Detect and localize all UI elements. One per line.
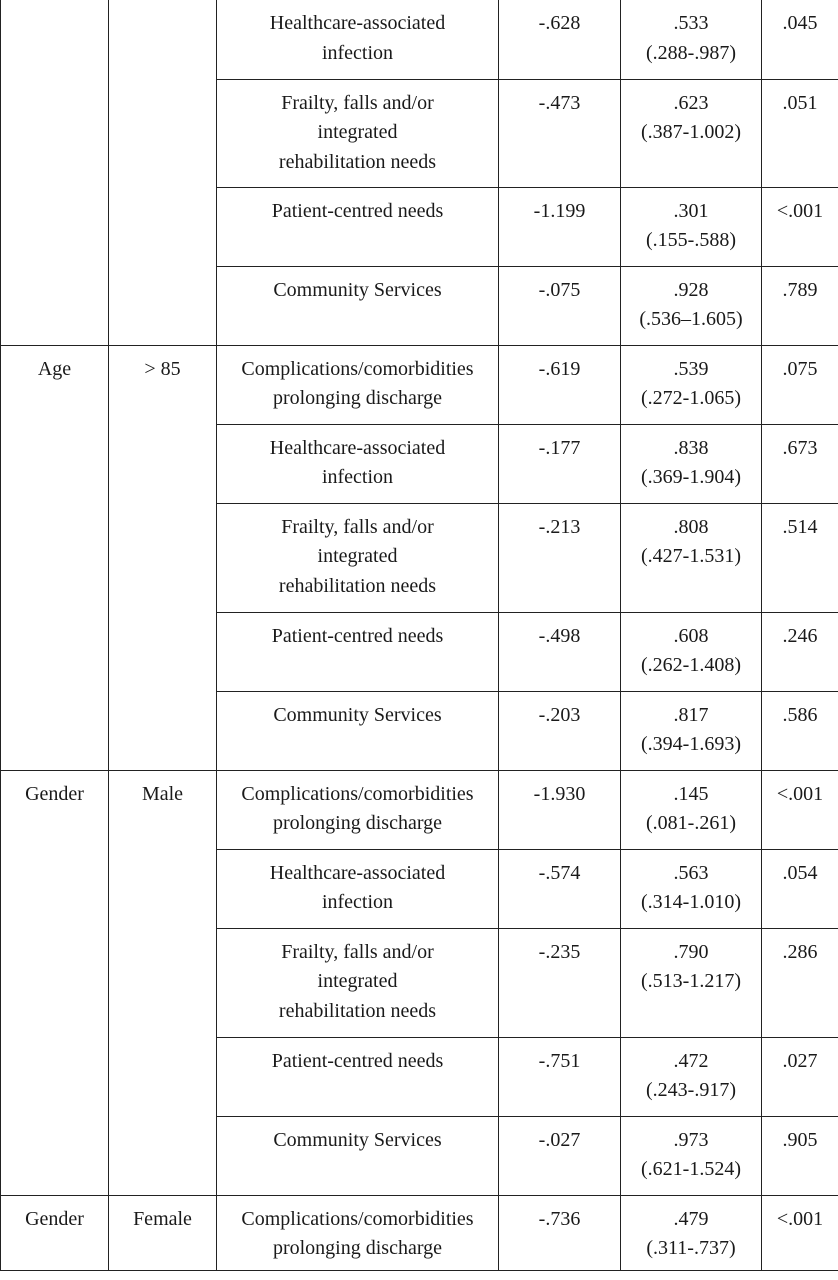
- b-cell: -.203: [499, 691, 621, 770]
- p-cell: .054: [762, 849, 838, 928]
- needs-cell: Frailty, falls and/or integrated rehabilitation needs: [217, 79, 499, 187]
- needs-cell: Patient-centred needs: [217, 1037, 499, 1116]
- or-ci-cell: .817 (.394-1.693): [621, 691, 762, 770]
- b-cell: -.177: [499, 424, 621, 503]
- or-ci-cell: .608 (.262-1.408): [621, 612, 762, 691]
- or-ci-cell: .539 (.272-1.065): [621, 345, 762, 424]
- b-cell: -1.199: [499, 187, 621, 266]
- needs-cell: Complications/comorbidities prolonging discharge: [217, 345, 499, 424]
- table-row: [1, 1195, 838, 1270]
- b-cell: -.075: [499, 266, 621, 345]
- p-cell: .514: [762, 503, 838, 612]
- needs-cell: Frailty, falls and/or integrated rehabilitation needs: [217, 503, 499, 612]
- or-ci-cell: .563 (.314-1.010): [621, 849, 762, 928]
- or-ci-cell: .301 (.155-.588): [621, 187, 762, 266]
- p-cell: .045: [762, 0, 838, 79]
- p-cell: .075: [762, 345, 838, 424]
- b-cell: -.027: [499, 1116, 621, 1195]
- variable-cell: Gender: [1, 1195, 109, 1270]
- p-cell: <.001: [762, 1195, 838, 1270]
- needs-cell: Patient-centred needs: [217, 187, 499, 266]
- or-ci-cell: .973 (.621-1.524): [621, 1116, 762, 1195]
- p-cell: .586: [762, 691, 838, 770]
- b-cell: -.736: [499, 1195, 621, 1270]
- b-cell: -.473: [499, 79, 621, 187]
- b-cell: -.235: [499, 928, 621, 1037]
- or-ci-cell: .928 (.536–1.605): [621, 266, 762, 345]
- b-cell: -.574: [499, 849, 621, 928]
- b-cell: -.751: [499, 1037, 621, 1116]
- p-cell: .905: [762, 1116, 838, 1195]
- category-cell: Female: [109, 1195, 217, 1270]
- or-ci-cell: .808 (.427-1.531): [621, 503, 762, 612]
- or-ci-cell: .479 (.311-.737): [621, 1195, 762, 1270]
- needs-cell: Community Services: [217, 266, 499, 345]
- or-ci-cell: .790 (.513-1.217): [621, 928, 762, 1037]
- b-cell: -.619: [499, 345, 621, 424]
- variable-cell: Age: [1, 345, 109, 770]
- needs-cell: Complications/comorbidities prolonging discharge: [217, 770, 499, 849]
- b-cell: -.628: [499, 0, 621, 79]
- p-cell: .051: [762, 79, 838, 187]
- needs-cell: Complications/comorbidities prolonging discharge: [217, 1195, 499, 1270]
- p-cell: .286: [762, 928, 838, 1037]
- variable-cell: Gender: [1, 770, 109, 1195]
- p-cell: .789: [762, 266, 838, 345]
- needs-cell: Healthcare-associated infection: [217, 849, 499, 928]
- or-ci-cell: .533 (.288-.987): [621, 0, 762, 79]
- variable-cell: [1, 0, 109, 345]
- b-cell: -.213: [499, 503, 621, 612]
- needs-cell: Frailty, falls and/or integrated rehabilitation needs: [217, 928, 499, 1037]
- p-cell: .673: [762, 424, 838, 503]
- p-cell: .027: [762, 1037, 838, 1116]
- needs-cell: Community Services: [217, 691, 499, 770]
- needs-cell: Healthcare-associated infection: [217, 0, 499, 79]
- category-cell: Male: [109, 770, 217, 1195]
- needs-cell: Community Services: [217, 1116, 499, 1195]
- table-row: [1, 345, 838, 424]
- category-cell: > 85: [109, 345, 217, 770]
- p-cell: .246: [762, 612, 838, 691]
- or-ci-cell: .145 (.081-.261): [621, 770, 762, 849]
- table-row: [1, 0, 838, 79]
- category-cell: [109, 0, 217, 345]
- needs-cell: Patient-centred needs: [217, 612, 499, 691]
- b-cell: -.498: [499, 612, 621, 691]
- or-ci-cell: .623 (.387-1.002): [621, 79, 762, 187]
- p-cell: <.001: [762, 187, 838, 266]
- needs-cell: Healthcare-associated infection: [217, 424, 499, 503]
- or-ci-cell: .472 (.243-.917): [621, 1037, 762, 1116]
- b-cell: -1.930: [499, 770, 621, 849]
- or-ci-cell: .838 (.369-1.904): [621, 424, 762, 503]
- table-row: [1, 770, 838, 849]
- p-cell: <.001: [762, 770, 838, 849]
